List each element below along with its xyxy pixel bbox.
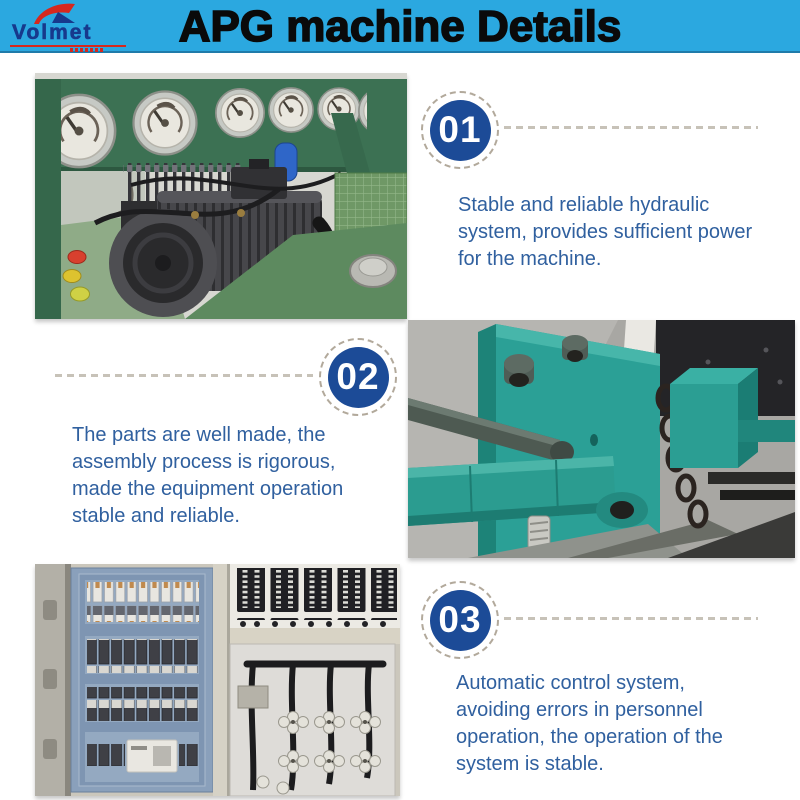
dashed-connector-02: [55, 374, 313, 377]
panel-divider: [230, 628, 400, 644]
terminal-row-right: [179, 744, 199, 766]
junction-box: [238, 686, 268, 708]
caption-line: system is stable.: [456, 753, 604, 775]
step-caption-02: [72, 422, 392, 530]
step-caption-03: [456, 670, 776, 778]
caption-line: Automatic control system,: [456, 672, 685, 694]
left-frame-column: [35, 79, 61, 319]
centre-post: [213, 564, 229, 796]
relay-row-1: [87, 582, 199, 622]
blue-relay-panel: [71, 568, 213, 792]
caption-line: The parts are well made, the: [72, 424, 326, 446]
caption-line: for the machine.: [458, 248, 602, 270]
step-badge-03: [421, 581, 499, 659]
caption-line: avoiding errors in personnel: [456, 699, 703, 721]
caption-line: assembly process is rigorous,: [72, 451, 336, 473]
relay-row-3: [87, 687, 199, 721]
cabinet-door-edge: [35, 564, 71, 796]
photo-control-cabinet: [35, 564, 400, 796]
step-badge-02: [319, 338, 397, 416]
step-number-02: 02: [328, 347, 389, 408]
step-number-03: 03: [430, 590, 491, 651]
caption-line: stable and reliable.: [72, 505, 240, 527]
step-badge-01: [421, 91, 499, 169]
port-boss: [562, 335, 588, 362]
dashed-connector-03: [504, 617, 758, 620]
relay-row-2: [87, 639, 199, 673]
terminal-block-panel: [230, 564, 400, 628]
teal-cylinder: [408, 456, 648, 528]
port-boss: [504, 354, 534, 387]
photo-machine-parts: [408, 320, 795, 558]
step-caption-01: [458, 192, 768, 273]
wiring-panel: [230, 644, 395, 796]
header-banner: [0, 0, 800, 53]
caption-line: system, provides sufficient power: [458, 221, 753, 243]
dashed-connector-01: [504, 126, 758, 129]
step-number-01: 01: [430, 100, 491, 161]
logo-brand-text: Volmet: [12, 21, 93, 44]
page-title: APG machine Details: [178, 2, 622, 51]
photo-hydraulic-system: [35, 73, 407, 319]
caption-line: Stable and reliable hydraulic: [458, 194, 710, 216]
caption-line: operation, the operation of the: [456, 726, 723, 748]
terminal-row-left: [87, 744, 125, 766]
caption-line: made the equipment operation: [72, 478, 344, 500]
